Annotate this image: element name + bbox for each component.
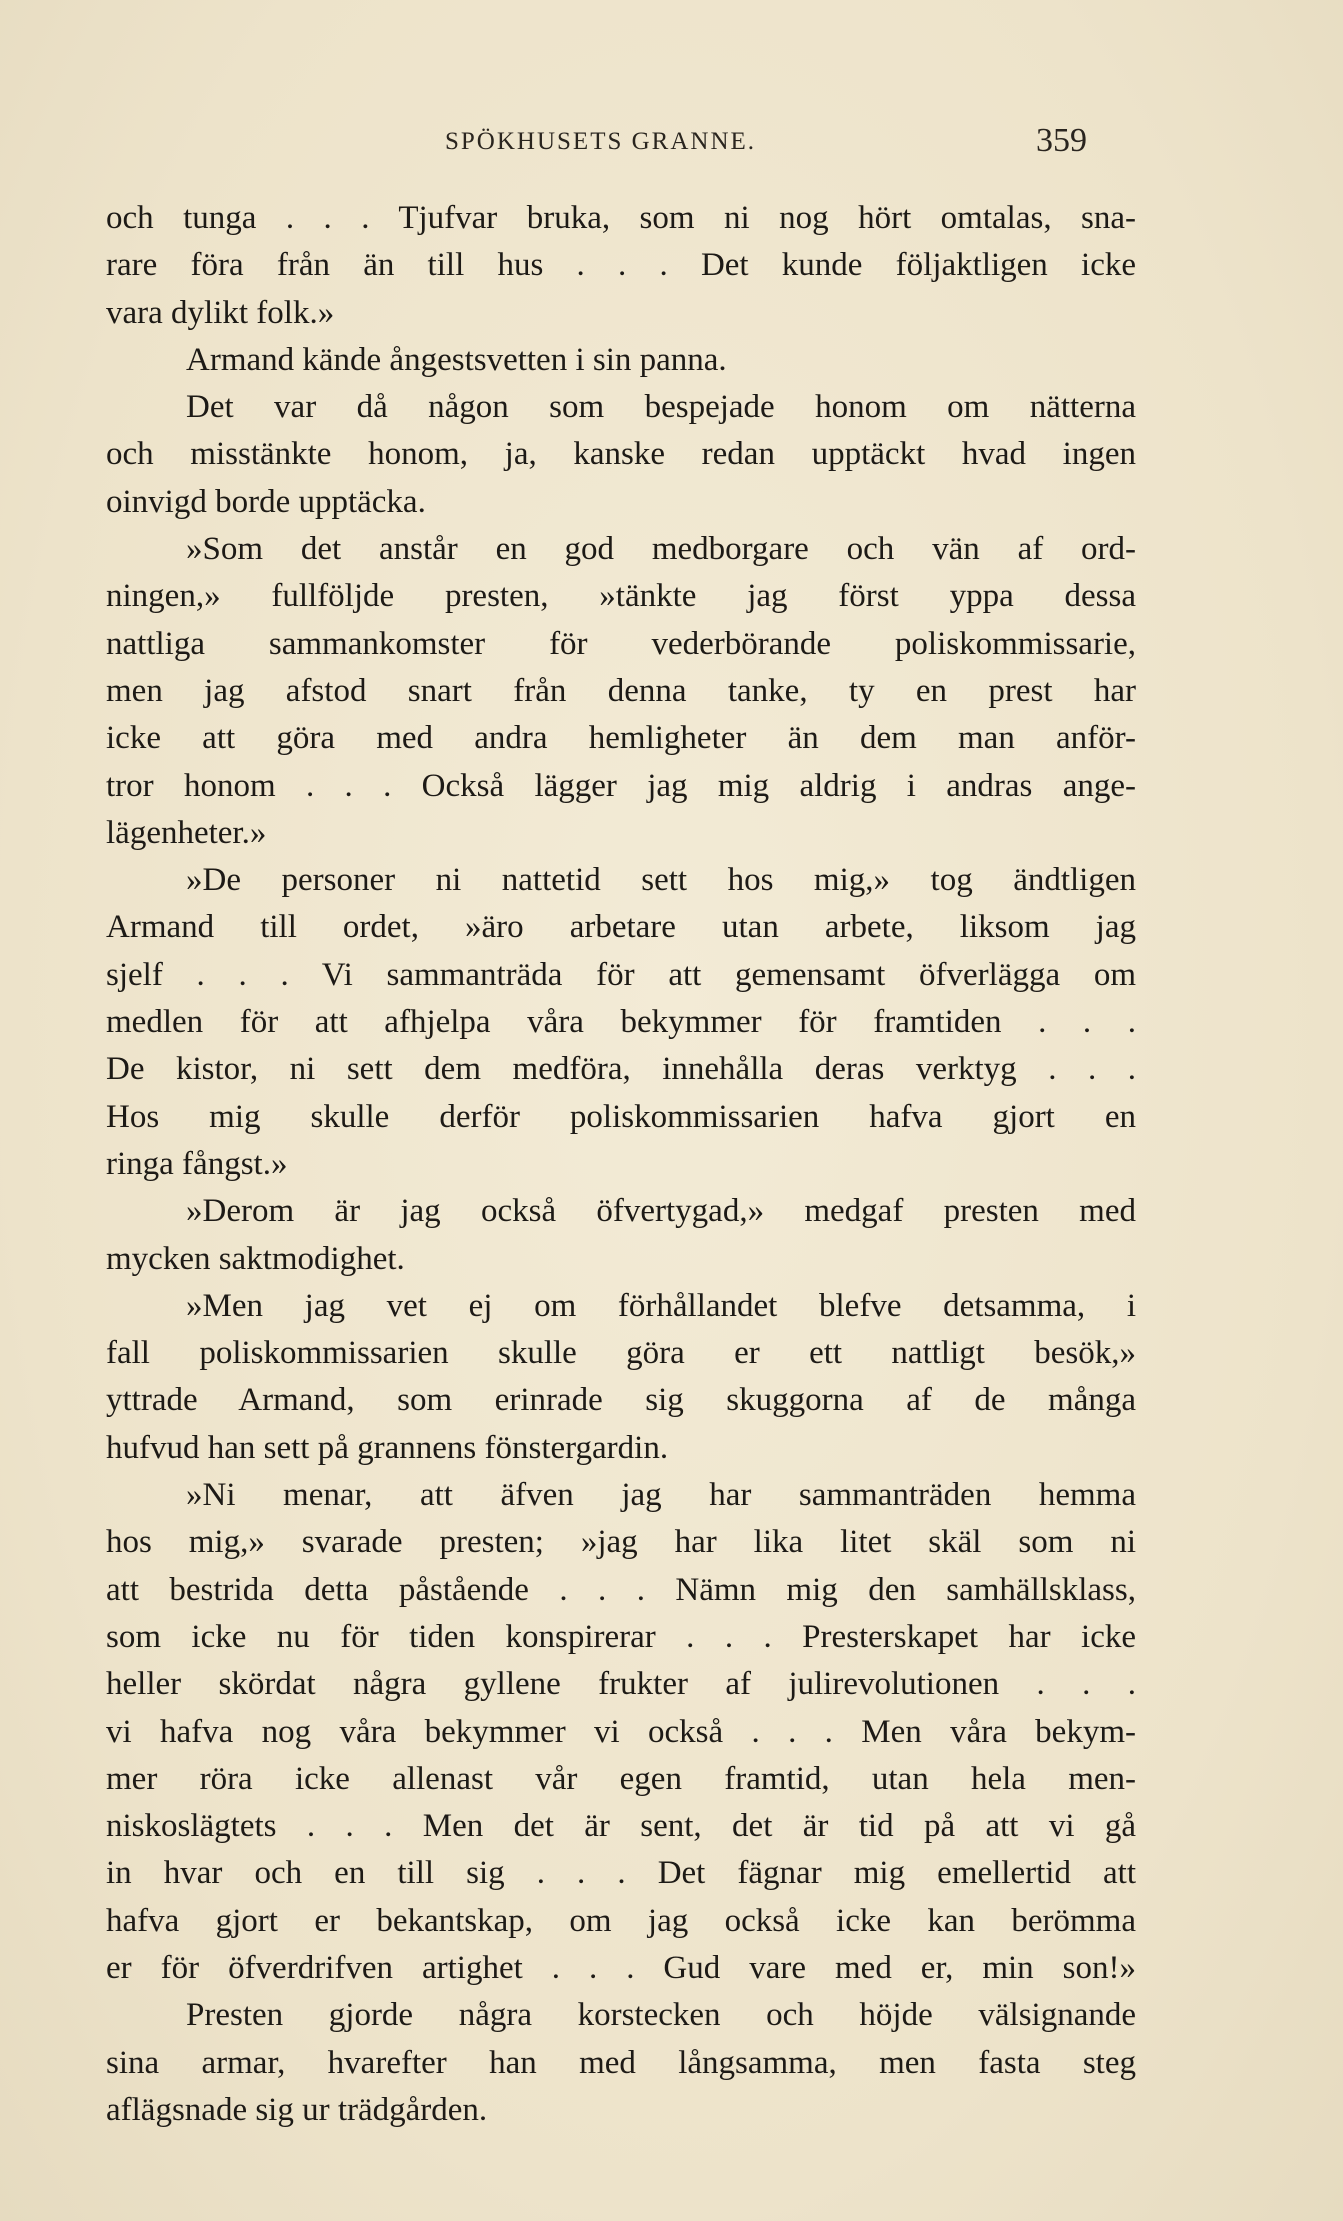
text-line: er för öfverdrifven artighet . . . Gud vare med er, min son!» <box>106 1949 1136 1986</box>
text-line: Armand till ordet, »äro arbetare utan arbete, liksom jag <box>106 909 1136 946</box>
text-line: och tunga . . . Tjufvar bruka, som ni nog hört omtalas, sna- <box>106 200 1136 236</box>
text-line: vara dylikt folk.» <box>106 294 335 331</box>
text-line: hufvud han sett på grannens fönstergardin. <box>106 1429 669 1466</box>
text-line: men jag afstod snart från denna tanke, ty en prest har <box>106 672 1136 709</box>
text-line: att bestrida detta påstående . . . Nämn mig den samhällsklass, <box>106 1571 1136 1608</box>
text-line: ringa fångst.» <box>106 1145 288 1182</box>
text-line: »Som det anstår en god medborgare och vän af ord- <box>186 531 1136 568</box>
text-line: De kistor, ni sett dem medföra, innehålla deras verktyg . . . <box>106 1051 1136 1088</box>
text-line: medlen för att afhjelpa våra bekymmer för framtiden . . . <box>106 1004 1136 1041</box>
text-line: oinvigd borde upptäcka. <box>106 483 426 520</box>
text-line: och misstänkte honom, ja, kanske redan upptäckt hvad ingen <box>106 436 1136 473</box>
text-line: Armand kände ångestsvetten i sin panna. <box>186 341 727 378</box>
page-header <box>0 122 1343 178</box>
running-title: SPÖKHUSETS GRANNE. <box>445 128 757 155</box>
text-line: yttrade Armand, som erinrade sig skuggorna af de många <box>106 1382 1136 1419</box>
text-line: in hvar och en till sig . . . Det fägnar mig emellertid att <box>106 1855 1136 1892</box>
text-line: aflägsnade sig ur trädgården. <box>106 2091 488 2128</box>
text-line: Det var då någon som bespejade honom om nätterna <box>186 389 1136 426</box>
text-line: »De personer ni nattetid sett hos mig,» tog ändtligen <box>186 862 1136 899</box>
text-line: nattliga sammankomster för vederbörande poliskommissarie, <box>106 625 1136 662</box>
text-line: hafva gjort er bekantskap, om jag också icke kan berömma <box>106 1902 1136 1939</box>
text-line: ningen,» fullföljde presten, »tänkte jag först yppa dessa <box>106 578 1136 615</box>
body-text <box>106 195 1136 2134</box>
text-line: Hos mig skulle derför poliskommissarien hafva gjort en <box>106 1098 1136 1135</box>
text-line: heller skördat några gyllene frukter af julirevolutionen . . . <box>106 1666 1136 1703</box>
text-line: tror honom . . . Också lägger jag mig aldrig i andras ange- <box>106 767 1136 804</box>
text-line: vi hafva nog våra bekymmer vi också . . . Men våra bekym- <box>106 1713 1136 1750</box>
text-line: »Ni menar, att äfven jag har sammanträden hemma <box>186 1477 1136 1514</box>
text-line: sjelf . . . Vi sammanträda för att gemensamt öfverlägga om <box>106 956 1136 993</box>
text-line: fall poliskommissarien skulle göra er ett nattligt besök,» <box>106 1335 1136 1372</box>
text-line: icke att göra med andra hemligheter än dem man anför- <box>106 720 1136 757</box>
text-line: som icke nu för tiden konspirerar . . . Presterskapet har icke <box>106 1618 1136 1655</box>
text-line: sina armar, hvarefter han med långsamma, men fasta steg <box>106 2044 1136 2081</box>
text-line: mer röra icke allenast vår egen framtid, utan hela men- <box>106 1760 1136 1797</box>
text-line: niskoslägtets . . . Men det är sent, det är tid på att vi gå <box>106 1808 1136 1845</box>
text-line: »Derom är jag också öfvertygad,» medgaf presten med <box>186 1193 1136 1230</box>
text-line: rare föra från än till hus . . . Det kunde följaktligen icke <box>106 247 1136 284</box>
text-line: lägenheter.» <box>106 814 267 851</box>
text-line: mycken saktmodighet. <box>106 1240 405 1277</box>
text-line: Presten gjorde några korstecken och höjde välsignande <box>186 1997 1136 2034</box>
text-line: hos mig,» svarade presten; »jag har lika litet skäl som ni <box>106 1524 1136 1561</box>
page-number: 359 <box>1036 122 1087 159</box>
text-line: »Men jag vet ej om förhållandet blefve detsamma, i <box>186 1287 1136 1324</box>
